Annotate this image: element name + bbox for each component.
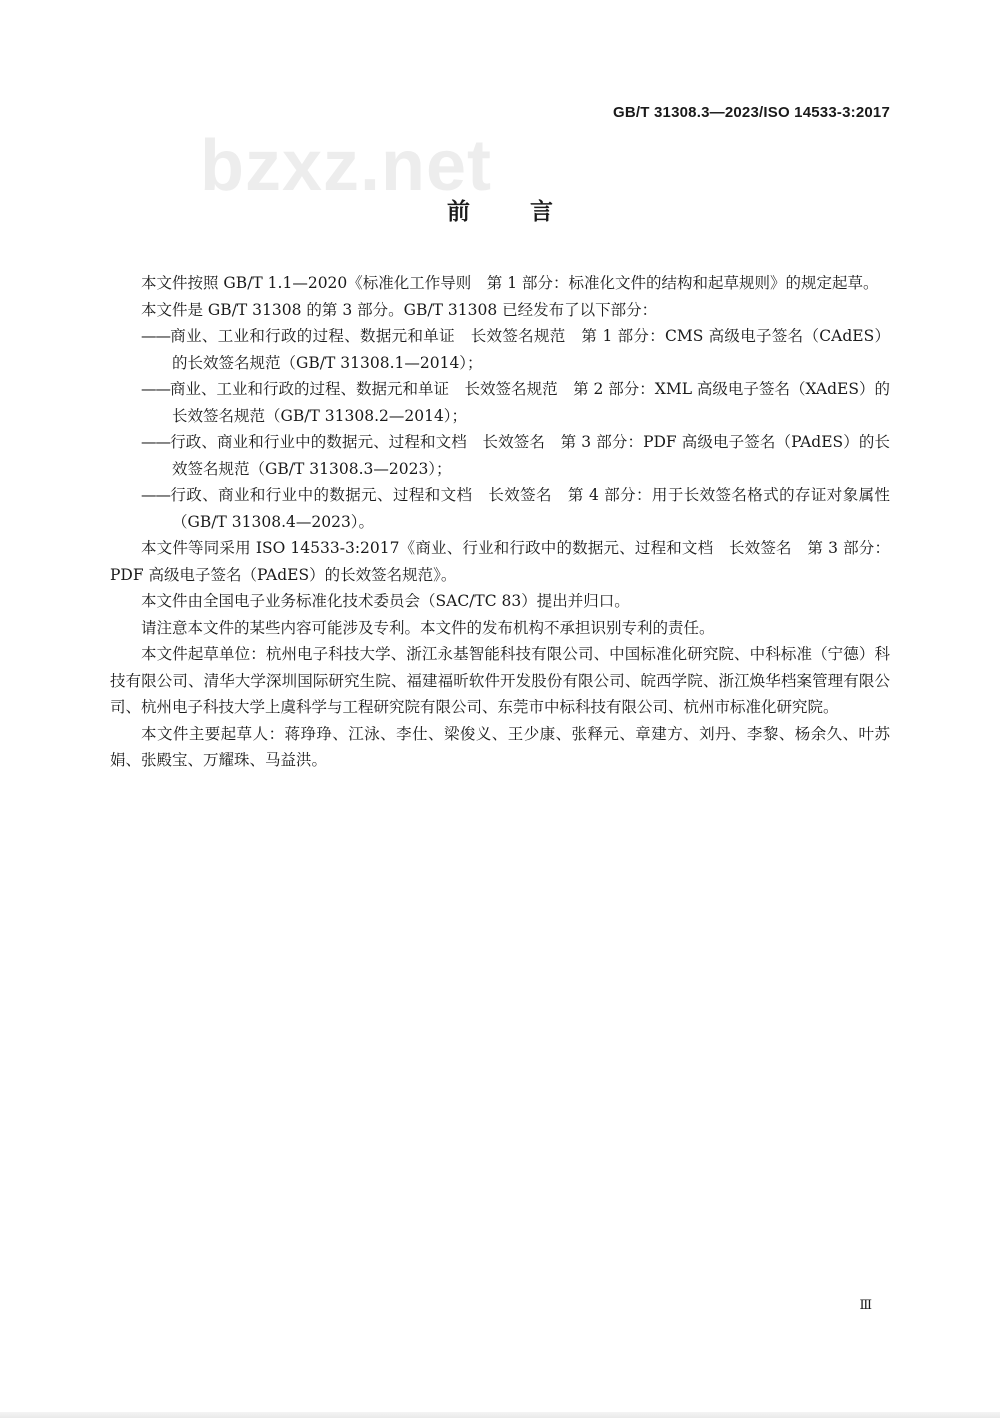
list-dash: —— — [141, 327, 170, 345]
list-item — [141, 376, 890, 429]
paragraph-drafters: 本文件主要起草人：蒋琤琤、江泳、李仕、梁俊义、王少康、张释元、章建方、刘丹、李黎、杨余久、叶苏娟、张殿宝、万耀珠、马益洪。 — [110, 724, 890, 769]
list-item — [141, 482, 890, 535]
paragraph-drafting-rules: 本文件按照 GB/T 1.1—2020《标准化工作导则 第 1 部分：标准化文件的结构和起草规则》的规定起草。 — [141, 274, 879, 292]
page-title: 前 言 — [446, 199, 579, 225]
list-dash: —— — [141, 486, 170, 504]
standard-number: GB/T 31308.3—2023/ISO 14533-3:2017 — [613, 104, 890, 121]
list-item-text: 商业、工业和行政的过程、数据元和单证 长效签名规范 第 2 部分：XML 高级电子签名（XAdES）的长效签名规范（GB/T 31308.2—2014）； — [170, 380, 890, 425]
list-item-text: 行政、商业和行业中的数据元、过程和文档 长效签名 第 4 部分：用于长效签名格式的存证对象属性（GB/T 31308.4—2023）。 — [170, 486, 890, 531]
list-item — [141, 323, 890, 376]
list-dash: —— — [141, 433, 170, 451]
list-dash: —— — [141, 380, 170, 398]
paragraph-adoption: 本文件等同采用 ISO 14533-3:2017《商业、行业和行政中的数据元、过程和文档 长效签名 第 3 部分：PDF 高级电子签名（PAdES）的长效签名规范》。 — [110, 539, 890, 584]
list-item-text: 行政、商业和行业中的数据元、过程和文档 长效签名 第 3 部分：PDF 高级电子签名（PAdES）的长效签名规范（GB/T 31308.3—2023）； — [170, 433, 890, 478]
list-item — [141, 429, 890, 482]
foreword-body — [110, 270, 890, 774]
paragraph-patent-notice: 请注意本文件的某些内容可能涉及专利。本文件的发布机构不承担识别专利的责任。 — [141, 618, 715, 637]
paragraph-proposer: 本文件由全国电子业务标准化技术委员会（SAC/TC 83）提出并归口。 — [141, 592, 630, 610]
paragraph-series-intro: 本文件是 GB/T 31308 的第 3 部分。GB/T 31308 已经发布了以下部分： — [141, 300, 658, 319]
watermark: bzxz.net — [200, 126, 493, 206]
page-number: Ⅲ — [859, 1298, 872, 1313]
list-item-text: 商业、工业和行政的过程、数据元和单证 长效签名规范 第 1 部分：CMS 高级电子签名（CAdES）的长效签名规范（GB/T 31308.1—2014）； — [170, 327, 890, 372]
paragraph-drafting-units: 本文件起草单位：杭州电子科技大学、浙江永基智能科技有限公司、中国标准化研究院、中科标准（宁德）科技有限公司、清华大学深圳国际研究生院、福建福昕软件开发股份有限公司、皖西学院、浙江焕华档案管理有限公司、杭州电子科技大学上虞科学与工程研究院有限公司、东莞市中标科技有限公司、杭州市标准化研究院。 — [110, 645, 890, 716]
page-bottom-edge — [0, 1412, 1000, 1418]
